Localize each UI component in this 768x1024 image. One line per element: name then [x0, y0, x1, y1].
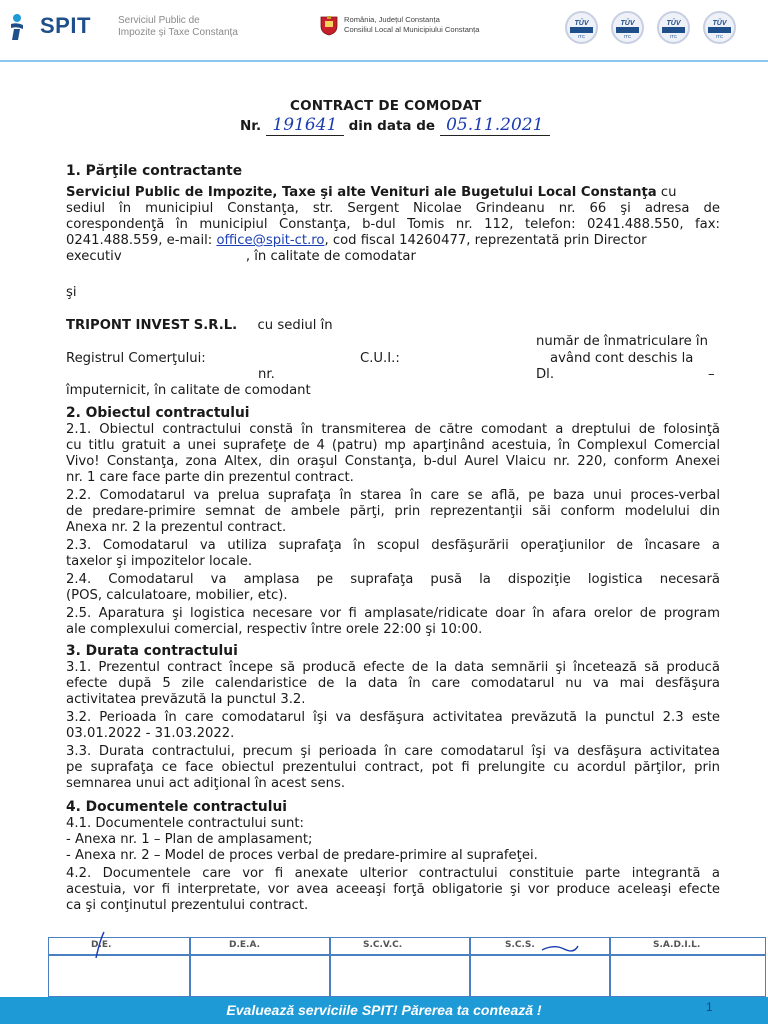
section-3-line: 3.2. Perioada în care comodatarul îşi va desfăşura activitatea prevăzută la punctul 2.3 este	[66, 710, 720, 725]
cert-code: ITC	[669, 34, 678, 39]
section-4-line: - Anexa nr. 1 – Plan de amplasament;	[66, 832, 313, 847]
party2-line-3-b: C.U.I.:	[360, 351, 400, 366]
party1-text: executiv	[66, 249, 122, 264]
party1-text: , în calitate de comodatar	[245, 249, 416, 264]
section-2-line: Anexa nr. 2 la prezentul contract.	[66, 520, 287, 535]
council-line-1: România, Județul Constanța	[344, 15, 440, 24]
section-2-line: (POS, calculatoare, mobilier, etc).	[66, 588, 288, 603]
section-4-line: 4.1. Documentele contractului sunt:	[66, 816, 304, 831]
party1-line-3: corespondenţă în municipiul Constanţa, b-dul Tomis nr. 112, telefon: 0241.488.550, fax:	[66, 217, 720, 232]
section-3-line: 3.3. Durata contractului, precum şi perioada în care comodatarul îşi va desfăşura activitatea	[66, 744, 720, 759]
nr-label: Nr.	[240, 118, 262, 134]
section-4-line: acestuia, vor fi interpretate, vor avea aceeaşi forţă obligatorie şi vor produce aceleaşi efecte	[66, 882, 720, 897]
contract-number: 191641	[272, 115, 338, 135]
logo-subtitle	[118, 15, 238, 39]
party1-text: 0241.488.559, e-mail:	[66, 233, 213, 248]
spit-logo-icon	[8, 12, 38, 42]
section-1-heading: 1. Părţile contractante	[66, 163, 243, 179]
signature-label: S.A.D.I.L.	[653, 940, 701, 950]
section-2-line: nr. 1 care face parte din prezentul contract.	[66, 470, 354, 485]
section-3-line: 03.01.2022 - 31.03.2022.	[66, 726, 235, 741]
logo-sub-line-1: Serviciul Public de	[118, 15, 200, 26]
section-4-heading: 4. Documentele contractului	[66, 799, 288, 815]
section-2-line: 2.1. Obiectul contractului constă în transmiterea de către comodant a dreptului de folosinţă	[66, 422, 720, 437]
signature-table-divider	[48, 954, 766, 956]
contract-title: CONTRACT DE COMODAT	[290, 98, 482, 114]
conjunction-text: şi	[66, 285, 77, 300]
logo-text: SPIT	[40, 13, 91, 38]
certification-badge	[657, 11, 690, 44]
party1-line-5	[66, 249, 416, 264]
footer-banner-text[interactable]: Evaluează serviciile SPIT! Părerea ta contează !	[226, 1002, 542, 1018]
signature-label: D.E.A.	[229, 940, 261, 950]
party2-line-2: număr de înmatriculare în	[536, 334, 708, 349]
section-2-heading: 2. Obiectul contractului	[66, 405, 250, 421]
cert-code: ITC	[623, 34, 632, 39]
party2-line-4-c: –	[708, 367, 715, 382]
party1-text: cu	[660, 185, 677, 200]
cert-code: ITC	[577, 34, 586, 39]
coat-of-arms-icon	[318, 14, 340, 36]
handwritten-initial	[540, 940, 580, 956]
contract-date: 05.11.2021	[446, 115, 544, 135]
section-2-line: 2.5. Aparatura şi logistica necesare vor fi amplasate/ridicate doar în afara orelor de program	[66, 606, 720, 621]
page-number: 1	[706, 1000, 713, 1014]
contract-number-row	[240, 115, 550, 136]
party2-text: cu sediul în	[257, 318, 333, 333]
party1-name: Serviciul Public de Impozite, Taxe şi alte Venituri ale Bugetului Local Constanţa	[66, 185, 657, 200]
header-divider	[0, 60, 768, 62]
section-3-line: efecte după 5 zile calendaristice de la data în care comodatarul nu va mai desfăşura	[66, 676, 720, 691]
section-2-line: 2.3. Comodatarul va utiliza suprafaţa în scopul desfăşurării operaţiunilor de încasare a	[66, 538, 720, 553]
date-label: din data de	[348, 118, 436, 134]
party1-text: , cod fiscal 14260477, reprezentată prin Director	[324, 233, 647, 248]
section-3-line: 3.1. Prezentul contract începe să producă efecte de la data semnării şi încetează să producă	[66, 660, 720, 675]
party2-line-4-a: nr.	[258, 367, 275, 382]
section-3-line: activitatea prevăzută la punctul 3.2.	[66, 692, 306, 707]
council-line-2: Consiliul Local al Municipiului Constanța	[344, 24, 480, 34]
party2-line-3-a: Registrul Comerţului:	[66, 351, 206, 366]
certification-badge	[611, 11, 644, 44]
party2-line-1	[66, 318, 333, 333]
cert-label: TÜV	[712, 20, 727, 27]
certification-badge	[565, 11, 598, 44]
logo-sub-line-2: Impozite și Taxe Constanța	[118, 27, 238, 38]
certification-badge	[703, 11, 736, 44]
email-link[interactable]: office@spit-ct.ro	[216, 233, 325, 248]
section-2-line: 2.4. Comodatarul va amplasa pe suprafaţa pusă la dispoziţie logistica necesară	[66, 572, 720, 587]
section-4-line: ca şi conţinutul prezentului contract.	[66, 898, 309, 913]
section-4-line: 4.2. Documentele care vor fi anexate ulterior contractului constituie parte integrantă a	[66, 866, 720, 881]
section-3-heading: 3. Durata contractului	[66, 643, 238, 659]
cert-label: TÜV	[620, 20, 635, 27]
section-4-line: - Anexa nr. 2 – Model de proces verbal de predare-primire al suprafeţei.	[66, 848, 538, 863]
section-2-line: de predare-primire semnat de ambele părţi, prin reprezentanţii săi conform modelului din	[66, 504, 720, 519]
signature-label: D.E.	[91, 940, 112, 950]
party1-line-1	[66, 185, 676, 200]
cert-label: TÜV	[574, 20, 589, 27]
cert-code: ITC	[715, 34, 724, 39]
party2-name: TRIPONT INVEST S.R.L.	[66, 318, 238, 333]
section-2-line: ale complexului comercial, respectiv între orele 22:00 şi 10:00.	[66, 622, 483, 637]
section-3-line: pe suprafaţa ce face obiectul prezentului contract, pot fi prelungite cu acordul părţilor, prin	[66, 760, 720, 775]
approval-signature-table	[48, 937, 766, 997]
party2-line-3-c: având cont deschis la	[550, 351, 694, 366]
section-3-line: semnarea unui act adiţional în acest sens.	[66, 776, 346, 791]
section-2-line: cu titlu gratuit a unei suprafeţe de 4 (patru) mp aparţinând acestuia, în Complexul Comercial	[66, 438, 720, 453]
party1-line-2: sediul în municipiul Constanţa, str. Sergent Nicolae Grindeanu nr. 66 şi adresa de	[66, 201, 720, 216]
signature-label: S.C.S.	[505, 940, 535, 950]
handwritten-initial	[90, 930, 120, 960]
council-header	[344, 15, 480, 34]
party2-line-5: împuternicit, în calitate de comodant	[66, 383, 311, 398]
party1-line-4	[66, 233, 647, 248]
party2-line-4-b: Dl.	[536, 367, 555, 382]
section-2-line: Vivo! Constanţa, zona Altex, din oraşul Constanţa, b-dul Aurel Vlaicu nr. 220, conform Anexei	[66, 454, 720, 469]
section-2-line: 2.2. Comodatarul va prelua suprafaţa în starea în care se află, pe baza unui proces-verbal	[66, 488, 720, 503]
signature-label: S.C.V.C.	[363, 940, 403, 950]
section-2-line: taxelor şi impozitelor locale.	[66, 554, 253, 569]
cert-label: TÜV	[666, 20, 681, 27]
